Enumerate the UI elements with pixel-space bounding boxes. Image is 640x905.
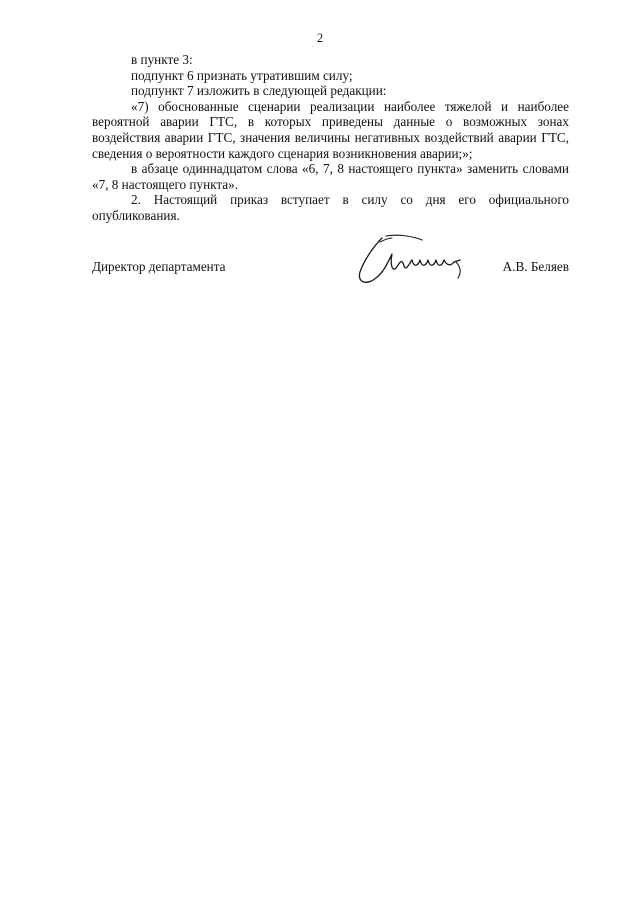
paragraph-item-4: «7) обоснованные сценарии реализации наиболее тяжелой и наиболее вероятной аварии ГТС, в которых приведены данные о возможных зонах воздействия аварии ГТС, значения величины негативных воздействий аварии ГТС, сведения о вероятности каждого сценария возникновения аварии;»; [92, 98, 569, 161]
document-body [92, 52, 569, 224]
signer-position: Директор департамента [92, 259, 226, 274]
paragraph-item-1: в пункте 3: [131, 52, 193, 67]
paragraph-item-2: подпункт 6 признать утратившим силу; [131, 67, 353, 83]
paragraph-item-6: 2. Настоящий приказ вступает в силу со дня его официального опубликования. [92, 192, 569, 223]
page-number: 2 [316, 31, 324, 45]
handwritten-signature [352, 232, 477, 292]
signer-name: А.В. Беляев [502, 259, 569, 274]
paragraph-item-3: подпункт 7 изложить в следующей редакции: [131, 83, 387, 99]
signature-block [92, 232, 569, 292]
paragraph-item-5: в абзаце одиннадцатом слова «6, 7, 8 настоящего пункта» заменить словами «7, 8 настоящего пункта». [92, 161, 569, 192]
